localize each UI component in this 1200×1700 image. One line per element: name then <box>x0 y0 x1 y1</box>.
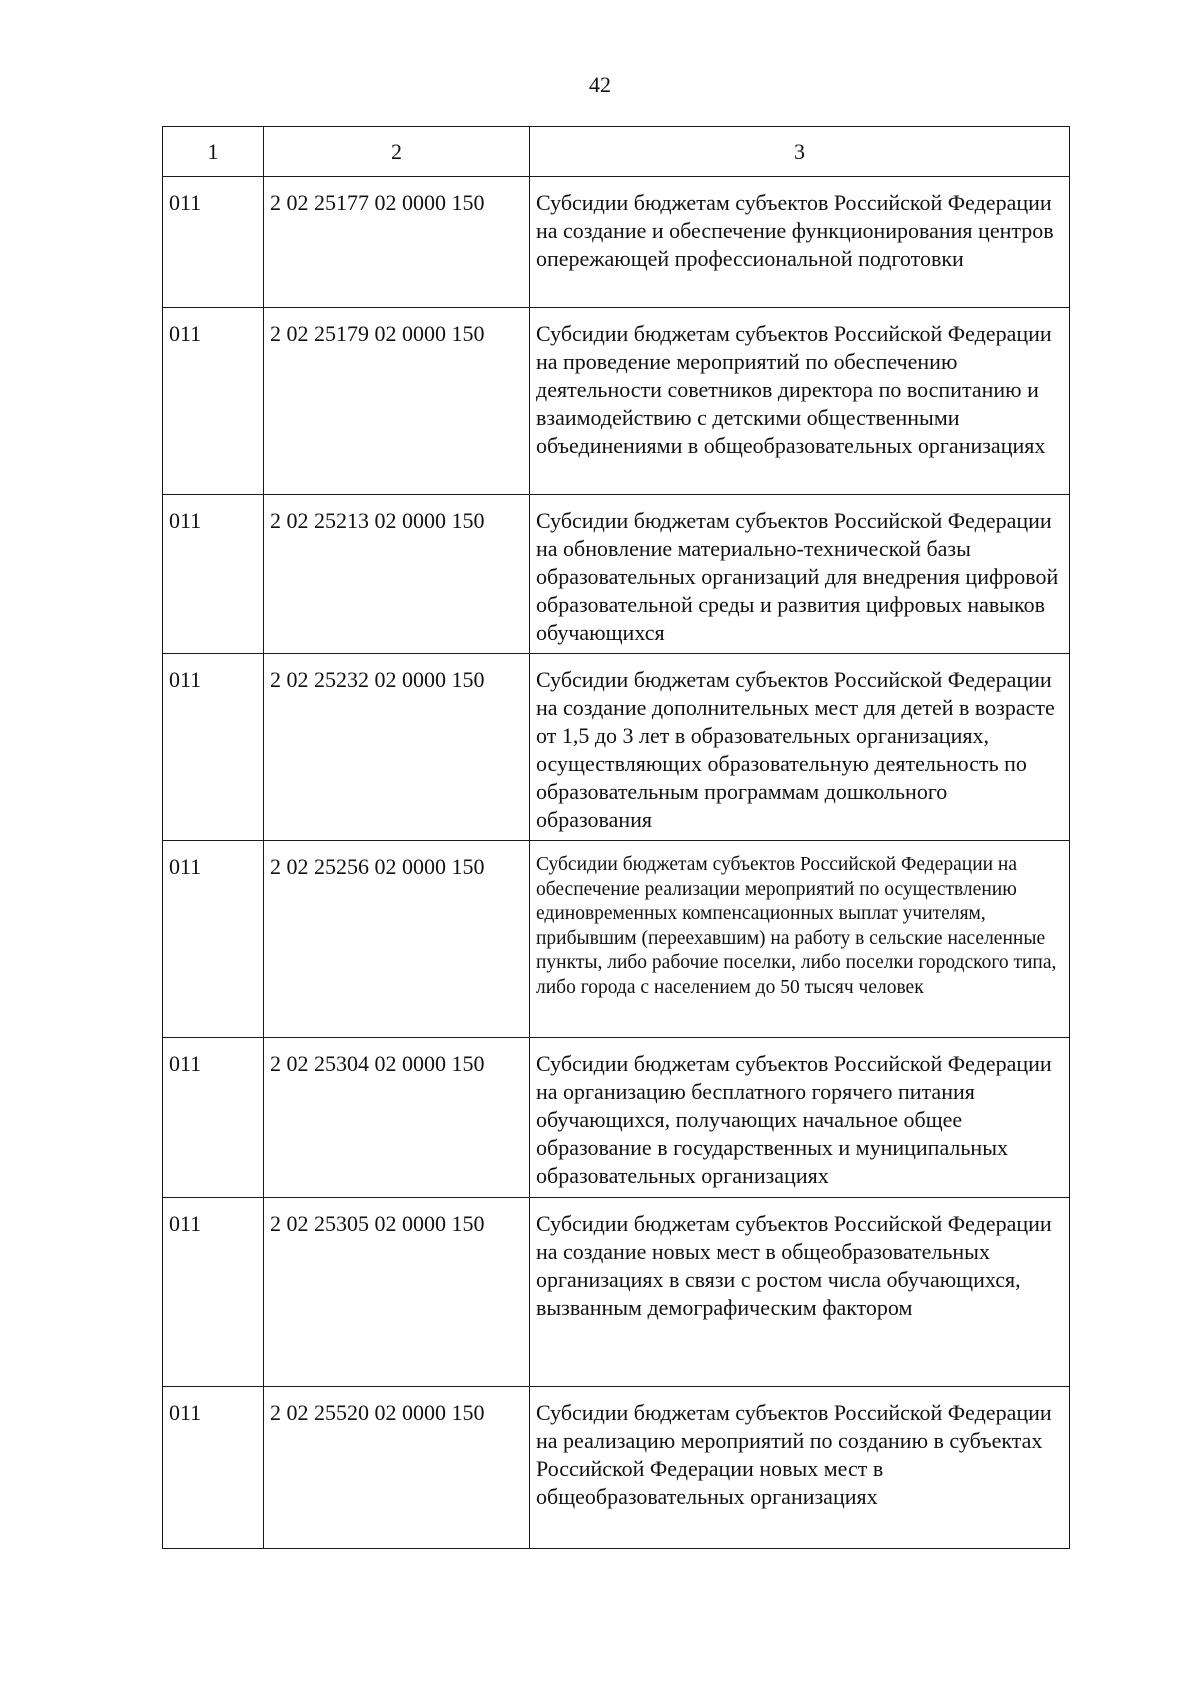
admin-code-cell <box>163 841 264 1038</box>
description: Субсидии бюджетам субъектов Российской Федерации на проведение мероприятий по обеспечению деятельности советников директора по воспитанию и взаимодействию с детскими общественными объединениями в общеобразовательных организациях <box>536 321 1052 458</box>
table-row <box>163 495 1070 654</box>
column-header-1: 1 <box>163 127 264 177</box>
table-row <box>163 1387 1070 1549</box>
budget-classification-table <box>162 126 1070 1549</box>
table-row <box>163 308 1070 495</box>
kbk-code-cell <box>264 841 530 1038</box>
kbk-code-cell <box>264 654 530 841</box>
kbk-code: 2 02 25213 02 0000 150 <box>270 508 485 533</box>
kbk-code-cell <box>264 1198 530 1387</box>
table-row <box>163 177 1070 308</box>
admin-code-cell <box>163 495 264 654</box>
admin-code: 011 <box>169 1400 202 1425</box>
kbk-code-cell <box>264 1387 530 1549</box>
column-header-2: 2 <box>264 127 530 177</box>
description-cell <box>530 495 1070 654</box>
table-row <box>163 654 1070 841</box>
description-cell <box>530 1387 1070 1549</box>
admin-code-cell <box>163 308 264 495</box>
description-cell <box>530 1038 1070 1198</box>
admin-code-cell <box>163 1038 264 1198</box>
description-cell <box>530 308 1070 495</box>
admin-code: 011 <box>169 667 202 692</box>
kbk-code-cell <box>264 177 530 308</box>
description: Субсидии бюджетам субъектов Российской Федерации на создание новых мест в общеобразовательных организациях в связи с ростом числа обучающихся, вызванным демографическим фактором <box>536 1211 1052 1320</box>
admin-code: 011 <box>169 1051 202 1076</box>
admin-code: 011 <box>169 190 202 215</box>
page-number: 42 <box>589 72 611 97</box>
kbk-code-cell <box>264 495 530 654</box>
admin-code-cell <box>163 1387 264 1549</box>
description: Субсидии бюджетам субъектов Российской Федерации на создание дополнительных мест для детей в возрасте от 1,5 до 3 лет в образовательных организациях, осуществляющих образовательную деятельность по образовательным программам дошкольного образования <box>536 667 1055 832</box>
description: Субсидии бюджетам субъектов Российской Федерации на создание и обеспечение функционирования центров опережающей профессиональной подготовки <box>536 190 1054 271</box>
table-row <box>163 841 1070 1038</box>
kbk-code: 2 02 25304 02 0000 150 <box>270 1051 485 1076</box>
table-row <box>163 1038 1070 1198</box>
admin-code: 011 <box>169 508 202 533</box>
admin-code: 011 <box>169 321 202 346</box>
column-header-3: 3 <box>530 127 1070 177</box>
description-cell <box>530 841 1070 1038</box>
kbk-code-cell <box>264 308 530 495</box>
description-cell <box>530 1198 1070 1387</box>
kbk-code: 2 02 25179 02 0000 150 <box>270 321 485 346</box>
table-row <box>163 1198 1070 1387</box>
kbk-code: 2 02 25177 02 0000 150 <box>270 190 485 215</box>
kbk-code: 2 02 25520 02 0000 150 <box>270 1400 485 1425</box>
description-cell <box>530 654 1070 841</box>
table-header-row <box>163 127 1070 177</box>
admin-code: 011 <box>169 854 202 879</box>
kbk-code: 2 02 25305 02 0000 150 <box>270 1211 485 1236</box>
admin-code-cell <box>163 654 264 841</box>
admin-code: 011 <box>169 1211 202 1236</box>
description: Субсидии бюджетам субъектов Российской Федерации на обеспечение реализации мероприятий по осуществлению единовременных компенсационных выплат учителям, прибывшим (переехавшим) на работу в сельские населенные пункты, либо рабочие поселки, либо поселки городского типа, либо города с населением до 50 тысяч человек <box>536 854 1057 998</box>
description-cell <box>530 177 1070 308</box>
kbk-code: 2 02 25256 02 0000 150 <box>270 854 485 879</box>
description: Субсидии бюджетам субъектов Российской Федерации на обновление материально-технической базы образовательных организаций для внедрения цифровой образовательной среды и развития цифровых навыков обучающихся <box>536 508 1059 645</box>
description: Субсидии бюджетам субъектов Российской Федерации на реализацию мероприятий по созданию в субъектах Российской Федерации новых мест в общеобразовательных организациях <box>536 1400 1052 1509</box>
kbk-code: 2 02 25232 02 0000 150 <box>270 667 485 692</box>
admin-code-cell <box>163 177 264 308</box>
description: Субсидии бюджетам субъектов Российской Федерации на организацию бесплатного горячего питания обучающихся, получающих начальное общее образование в государственных и муниципальных образовательных организациях <box>536 1051 1052 1188</box>
admin-code-cell <box>163 1198 264 1387</box>
kbk-code-cell <box>264 1038 530 1198</box>
